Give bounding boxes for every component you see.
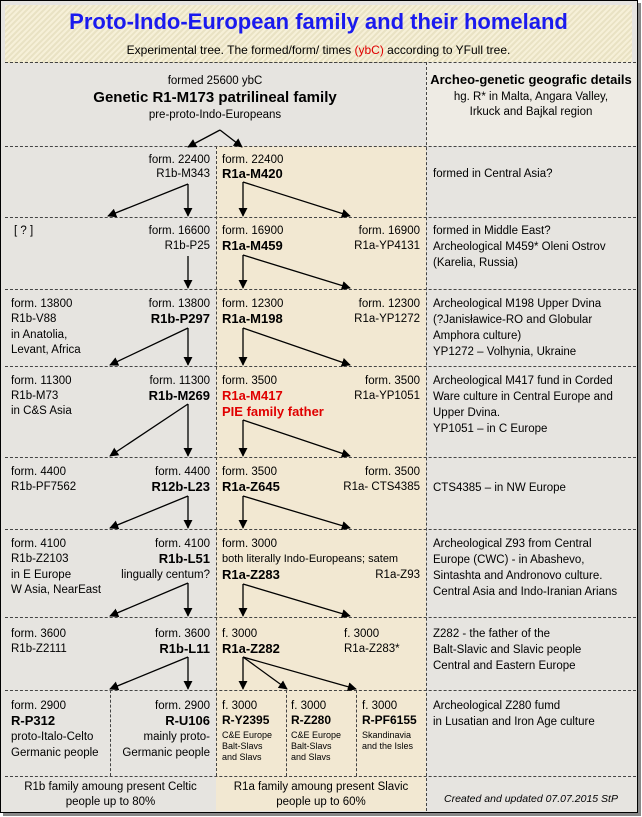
leaf-desc: Balt-Slavs xyxy=(222,741,263,751)
leaf-desc: and the Isles xyxy=(362,741,414,751)
row-divider xyxy=(5,690,636,691)
r1a-node-name: R1a-M420 xyxy=(222,166,283,181)
column-divider xyxy=(286,690,287,776)
leaf-desc: C&E Europe xyxy=(291,730,342,740)
details-title: Archeo-genetic geografic details xyxy=(430,72,632,87)
details-line: Archeological M417 fund in Corded xyxy=(433,375,613,387)
leaf-name: R-PF6155 xyxy=(362,713,417,727)
r1a-node-name: R1a-Z282 xyxy=(222,641,280,656)
side-branch-name: R1a-YP1272 xyxy=(354,313,420,325)
r1b-node-name: R1b-M269 xyxy=(148,388,210,403)
r1a-node-name: R1a-Z645 xyxy=(222,479,280,494)
row-divider xyxy=(5,457,636,458)
side-branch-time: form. 3500 xyxy=(365,466,420,478)
details-line: Balt-Slavic and Slavic people xyxy=(433,644,582,656)
r1a-node-time: form. 3500 xyxy=(222,466,277,478)
left-branch-line: form. 11300 xyxy=(11,375,72,387)
details-line: Ware culture in Central Europe and xyxy=(433,391,613,403)
r1a-node-time: form. 16900 xyxy=(222,225,284,237)
subtitle-source: according to YFull tree. xyxy=(383,43,511,57)
side-branch-time: form. 3500 xyxy=(365,375,420,387)
r1a-node-time: form. 22400 xyxy=(222,154,284,166)
row-divider xyxy=(5,289,636,290)
row-divider xyxy=(5,617,636,618)
leaf-time: f. 3000 xyxy=(291,700,327,712)
row-divider xyxy=(5,62,636,63)
row-divider xyxy=(5,529,636,530)
unknown-branch: [ ? ] xyxy=(14,225,34,237)
subtitle-text: Experimental tree. The formed/form/ times xyxy=(126,43,355,57)
left-branch-line: R1b-Z2103 xyxy=(11,553,69,565)
header xyxy=(5,5,632,63)
column-divider xyxy=(110,690,111,776)
side-branch-name: R1a- CTS4385 xyxy=(343,481,420,493)
left-branch-line: R1b-M73 xyxy=(11,390,59,402)
leaf-name: R-Y2395 xyxy=(222,713,270,727)
left-branch-line: R1b-V88 xyxy=(11,313,57,325)
r1b-node-name: R1b-P25 xyxy=(164,240,210,252)
leaf-desc: proto-Italo-Celto xyxy=(11,731,94,743)
leaf-desc: and Slavs xyxy=(222,752,262,762)
row-divider xyxy=(5,146,636,147)
leaf-name: R-P312 xyxy=(11,713,56,728)
r1a-node-time: form. 3500 xyxy=(222,375,277,387)
details-line: (?Janisławice-RO and Globular xyxy=(433,314,593,326)
details-line: Sintashta and Andronovo culture. xyxy=(433,570,603,582)
leaf-time: f. 3000 xyxy=(222,700,258,712)
leaf-desc: Germanic people xyxy=(122,747,210,759)
row-divider xyxy=(5,217,636,218)
centum-note: lingually centum? xyxy=(121,569,210,581)
r1b-node-name: R1b-L11 xyxy=(159,641,210,656)
r1a-node-name: R1a-M417 xyxy=(222,388,283,403)
diagram-title: Proto-Indo-European family and their homeland xyxy=(69,9,568,34)
leaf-time: f. 3000 xyxy=(362,700,398,712)
details-line: Archeological Z280 fumd xyxy=(433,700,561,712)
r1b-node-time: form. 16600 xyxy=(148,225,210,237)
side-branch-name: R1a-YP4131 xyxy=(354,240,420,252)
satem-note: both literally Indo-Europeans; satem xyxy=(222,553,399,565)
pie-father-label: PIE family father xyxy=(222,404,324,419)
left-branch-line: in C&S Asia xyxy=(11,405,72,417)
left-branch-line: form. 4400 xyxy=(11,466,66,478)
left-branch-line: Levant, Africa xyxy=(11,344,81,356)
details-line: YP1272 – Volhynia, Ukraine xyxy=(433,346,577,358)
left-branch-line: form. 3600 xyxy=(11,628,66,640)
r1a-node-time: form. 12300 xyxy=(222,298,284,310)
r1b-node-time: form. 13800 xyxy=(148,298,210,310)
leaf-desc: C&E Europe xyxy=(222,730,273,740)
leaf-desc: mainly proto- xyxy=(143,731,210,743)
leaf-desc: Balt-Slavs xyxy=(291,741,332,751)
r1b-node-time: form. 11300 xyxy=(149,375,210,387)
details-line: Europe (CWC) - in Abashevo, xyxy=(433,554,585,566)
root-sub: pre-proto-Indo-Europeans xyxy=(148,109,282,121)
column-divider xyxy=(216,146,217,776)
side-branch-name: R1a-YP1051 xyxy=(354,390,420,402)
r1b-node-time: form. 22400 xyxy=(148,154,210,166)
left-branch-line: W Asia, NearEast xyxy=(11,584,102,596)
side-branch-time: f. 3000 xyxy=(344,628,380,640)
details-line: CTS4385 – in NW Europe xyxy=(433,482,566,494)
left-branch-line: in E Europe xyxy=(11,569,72,581)
r1b-node-name: R1b-M343 xyxy=(156,168,210,180)
r1b-node-time: form. 4400 xyxy=(155,466,210,478)
details-line: Upper Dvina. xyxy=(433,407,501,419)
footer-r1b: people up to 80% xyxy=(65,796,156,808)
r1b-node-time: form. 3600 xyxy=(155,628,210,640)
root-formed: formed 25600 ybC xyxy=(167,75,263,87)
details-line: YP1051 – in C Europe xyxy=(433,423,548,435)
r1a-node-time: f. 3000 xyxy=(222,628,258,640)
details-line: (Karelia, Russia) xyxy=(433,257,518,269)
r1b-node-name: R1b-P297 xyxy=(150,311,210,326)
leaf-time: form. 2900 xyxy=(11,700,66,712)
left-branch-line: form. 13800 xyxy=(11,298,73,310)
root-name: Genetic R1-M173 patrilineal family xyxy=(93,89,337,106)
row-divider xyxy=(5,776,636,777)
left-branch-line: R1b-PF7562 xyxy=(11,481,77,493)
r1a-node-name: R1a-Z283 xyxy=(222,567,280,582)
footer-r1a: people up to 60% xyxy=(276,796,366,808)
side-branch-time: form. 12300 xyxy=(358,298,420,310)
details-line: Central Asia and Indo-Iranian Arians xyxy=(433,586,618,598)
r1a-node-name: R1a-M198 xyxy=(222,311,283,326)
left-branch-line: in Anatolia, xyxy=(11,329,68,341)
left-branch-line: R1b-Z2111 xyxy=(11,643,67,655)
side-branch-name: R1a-Z283* xyxy=(344,643,400,655)
subtitle-unit: (ybC) xyxy=(354,43,384,57)
footer-r1b: R1b family amoung present Celtic xyxy=(24,781,197,793)
leaf-desc: Skandinavia xyxy=(362,730,412,740)
r1b-node-name: R12b-L23 xyxy=(151,479,210,494)
row-divider xyxy=(5,366,636,367)
details-line: formed in Middle East? xyxy=(433,225,551,237)
leaf-desc: Germanic people xyxy=(11,747,99,759)
details-line: Archeological M198 Upper Dvina xyxy=(433,298,602,310)
leaf-time: form. 2900 xyxy=(155,700,210,712)
details-line: Z282 - the father of the xyxy=(433,628,550,640)
details-line: Irkuck and Bajkal region xyxy=(469,106,593,118)
r1b-node-name: R1b-L51 xyxy=(158,551,210,566)
r1a-node-time: form. 3000 xyxy=(222,538,277,550)
footer-r1a: R1a family amoung present Slavic xyxy=(233,781,409,793)
column-divider xyxy=(356,690,357,776)
column-divider xyxy=(426,62,427,811)
details-line: formed in Central Asia? xyxy=(433,168,553,180)
details-line: Amphora culture) xyxy=(433,330,522,342)
side-branch-time: form. 16900 xyxy=(358,225,420,237)
details-line: hg. R* in Malta, Angara Valley, xyxy=(453,91,609,103)
credit: Created and updated 07.07.2015 StP xyxy=(444,793,618,805)
details-line: in Lusatian and Iron Age culture xyxy=(433,716,595,728)
leaf-name: R-U106 xyxy=(165,713,210,728)
r1a-node-name: R1a-M459 xyxy=(222,238,283,253)
details-line: Archeological Z93 from Central xyxy=(433,538,592,550)
details-line: Archeological M459* Oleni Ostrov xyxy=(433,241,606,253)
diagram-subtitle xyxy=(5,43,632,57)
leaf-desc: and Slavs xyxy=(291,752,331,762)
details-line: Central and Eastern Europe xyxy=(433,660,576,672)
r1b-node-time: form. 4100 xyxy=(155,538,210,550)
side-branch-name: R1a-Z93 xyxy=(375,569,420,581)
left-branch-line: form. 4100 xyxy=(11,538,66,550)
leaf-name: R-Z280 xyxy=(291,713,332,727)
